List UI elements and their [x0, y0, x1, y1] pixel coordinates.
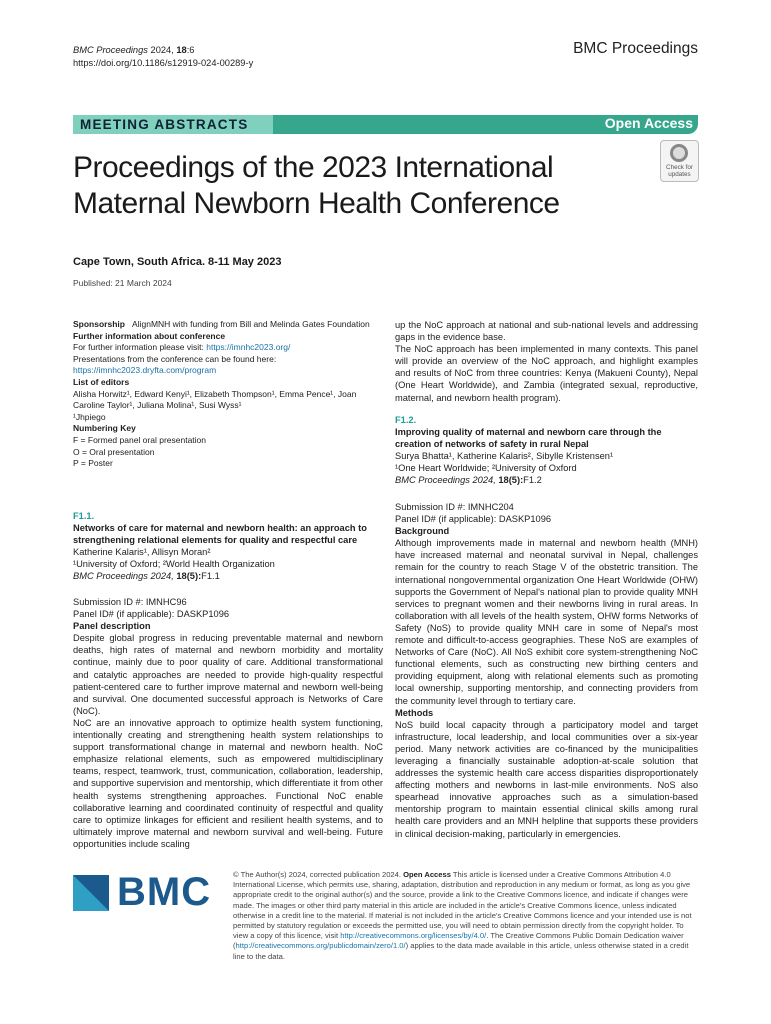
- check-updates-line1: Check for: [666, 164, 693, 171]
- article-title: Proceedings of the 2023 International Maternal Newborn Health Conference: [73, 151, 560, 220]
- numbering-key-o: O = Oral presentation: [73, 446, 155, 457]
- article-number: :6: [186, 45, 195, 55]
- abstract-f12-id: F1.2.: [395, 415, 417, 425]
- license-link-cc-by[interactable]: http://creativecommons.org/licenses/by/4.0/: [340, 931, 487, 941]
- published-date: Published: 21 March 2024: [73, 278, 172, 288]
- abstract-f11-continued: [395, 319, 698, 404]
- further-info-heading: Further information about conference: [73, 330, 226, 341]
- abstract-f12-background: Although improvements made in maternal and newborn health (MNH) have increased maternal and neonatal survival in Nepal, challenges remain for the country to reach Stage V of the obstetric transition. The international nongovernmental organization One Heart Worldwide (OHW) supports the Government of Nepal's national plan to provide quality MNH services to pregnant women and their newborns living in rural areas. In collaboration with all levels of the health system, OHW forms Networks of Safety (NoS) to provide quality MNH care in some of Nepal's most remote and difficult-to-access geographies. These NoS are examples of Networks of Care (NoC). All NoS exhibit core system-strengthening NoC functional elements, such as constructing new birthing centers and providing equipment, along with relational elements such as promoting local ownership, supporting mentorship, and connecting providers from the community level through to tertiary care.: [395, 538, 698, 706]
- journal-brand: BMC Proceedings: [573, 40, 698, 57]
- abstract-f12-panel: Panel ID# (if applicable): DASKP1096: [395, 514, 552, 525]
- front-matter: [73, 319, 383, 470]
- abstract-f11-para4: The NoC approach has been implemented in many contexts. This panel will provide an overview of the NoC approach, and highlight examples and results of NoC from three countries: Kenya (Makueni County), Nepal (One Heart Worldwide), and Zambia (integrated sexual, reproductive, maternal, and newborn health program).: [395, 344, 698, 403]
- check-updates-icon: [670, 144, 688, 162]
- abstract-f11-authors: Katherine Kalaris¹, Allisyn Moran²: [73, 547, 211, 558]
- program-link[interactable]: https://imnhc2023.dryfta.com/program: [73, 365, 217, 376]
- license-mid: . The Creative Commons Public Domain Dedication waiver (: [233, 931, 684, 951]
- abstract-f11-title: Networks of care for maternal and newborn health: an approach to strengthening relational elements for quality and respectful care: [73, 523, 367, 546]
- abstract-f11-panel: Panel ID# (if applicable): DASKP1096: [73, 609, 230, 620]
- license-body: This article is licensed under a Creative Commons Attribution 4.0 International License, which permits use, sharing, adaptation, distribution and reproduction in any medium or format, as long as you give appropriate credit to the original author(s) and the source, provide a link to the Creative Commons licence, and indicate if changes were made. The images or other third party material in this article are included in the article's Creative Commons licence, unless indicated otherwise in a credit line to the material. If material is not included in the article's Creative Commons licence and your intended use is not permitted by statutory regulation or exceeds the permitted use, you will need to obtain permission directly from the copyright holder. To view a copy of this licence, visit: [233, 870, 692, 941]
- editors-affiliation: ¹Jhpiego: [73, 411, 106, 422]
- abstract-f12-cite-volume: 18(5):: [498, 475, 524, 486]
- abstract-f11-cite-volume: 18(5):: [176, 571, 202, 582]
- abstract-f11-para3: up the NoC approach at national and sub-national levels and addressing gaps in the evidence base.: [395, 320, 698, 343]
- abstract-f12-background-heading: Background: [395, 526, 450, 537]
- check-updates-line2: updates: [668, 171, 691, 178]
- abstract-f11-body: [73, 596, 383, 850]
- conference-location: Cape Town, South Africa. 8-11 May 2023: [73, 256, 282, 268]
- year-volume: 2024,: [147, 45, 177, 55]
- open-access-label: Open Access: [604, 115, 693, 131]
- abstract-f12-header: [395, 414, 698, 487]
- abstract-f11-header: [73, 510, 383, 583]
- abstract-f11-para2: NoC are an innovative approach to optimize health system functioning, intentionally creating and strengthening health system relationships to support transformational change in maternal and newborn health. NoC emphasize relational elements, such as empowered multidisciplinary teams, respect, teamwork, trust, communication, collaboration, leadership, and supportive supervision and mentorship, which differentiate it from other health systems strengthening approaches. Functional NoC enable collaborative learning and coordinated continuity of respectful and quality care to optimize linkages for efficient and resilient health systems, and to ultimately improve maternal and newborn survival and well-being. Future opportunities include scaling: [73, 717, 383, 849]
- numbering-key-heading: Numbering Key: [73, 423, 136, 434]
- abstract-f11-affiliations: ¹University of Oxford; ²World Health Organization: [73, 559, 275, 570]
- license-copyright: © The Author(s) 2024, corrected publication 2024.: [233, 870, 404, 879]
- check-for-updates-badge[interactable]: [660, 140, 699, 182]
- abstract-f11-cite-id: F1.1: [201, 571, 220, 582]
- abstract-f11-submission: Submission ID #: IMNHC96: [73, 597, 187, 607]
- license-open-access: Open Access: [403, 870, 451, 879]
- bmc-logo-text: BMC: [117, 870, 212, 914]
- citation-header: [73, 44, 253, 70]
- abstract-f12-methods: NoS build local capacity through a participatory model and target infrastructure, local leadership, and local communities over a six-year period. Many network activities are co-financed by the municipalities leveraging a financially sustainable adoption-at-scale solution that addresses the systemic health care access disparities disproportionately affecting mothers and newborns in last-mile environments. NoS also spearhead innovative approaches such as a simulation-based mentorship program to maintain essential clinical skills among rural health care providers and an MNH helpline that supports these providers in clinical decision-making, particularly in emergencies.: [395, 719, 698, 839]
- editors-list: Alisha Horwitz¹, Edward Kenyi¹, Elizabeth Thompson¹, Emma Pence¹, Joan Caroline Taylor¹, Juliana Molina¹, Susi Wyss¹: [73, 388, 357, 411]
- abstract-f12-authors: Surya Bhatta¹, Katherine Kalaris², Sibylle Kristensen¹: [395, 451, 614, 462]
- editors-heading: List of editors: [73, 376, 130, 387]
- abstract-f12-methods-heading: Methods: [395, 707, 434, 718]
- doi-link[interactable]: https://doi.org/10.1186/s12919-024-00289-y: [73, 58, 254, 68]
- license-link-cc0[interactable]: http://creativecommons.org/publicdomain/zero/1.0/: [235, 941, 406, 951]
- abstract-f12-cite-id: F1.2: [523, 475, 542, 486]
- abstract-f12-cite-journal: BMC Proceedings 2024,: [395, 475, 499, 486]
- article-type-label: MEETING ABSTRACTS: [80, 117, 249, 132]
- abstract-f11-id: F1.1.: [73, 511, 95, 521]
- abstract-f11-para1: Despite global progress in reducing preventable maternal and newborn deaths, high rates of maternal and newborn morbidity and mortality continue, mainly due to poor quality of care. Additional transformational and catalytic approaches are needed to provide high-quality respectful patient-centered care to further improve maternal and newborn well-being and survival. One documented successful approach is Networks of Care (NoC).: [73, 633, 383, 716]
- bmc-logo: [73, 870, 223, 914]
- abstract-f12-body: [395, 501, 698, 840]
- abstract-f12-title: Improving quality of maternal and newborn care through the creation of networks of safety in rural Nepal: [395, 427, 662, 450]
- volume-number: 18: [176, 45, 187, 55]
- abstract-f11-desc-heading: Panel description: [73, 621, 151, 632]
- presentations-text: Presentations from the conference can be found here:: [73, 353, 277, 364]
- further-info-text: For further information please visit:: [73, 342, 207, 353]
- sponsorship-text: AlignMNH with funding from Bill and Melinda Gates Foundation: [132, 319, 370, 329]
- sponsorship-label: Sponsorship: [73, 319, 125, 329]
- abstract-f12-affiliations: ¹One Heart Worldwide; ²University of Oxford: [395, 463, 577, 474]
- numbering-key-p: P = Poster: [73, 458, 113, 469]
- conference-link[interactable]: https://imnhc2023.org/: [206, 342, 291, 353]
- abstract-f12-submission: Submission ID #: IMNHC204: [395, 502, 514, 512]
- journal-name: BMC Proceedings: [73, 45, 148, 55]
- license-statement: [233, 870, 698, 962]
- license-end: ) applies to the data made available in this article, unless otherwise stated in a credit line to the data.: [233, 941, 689, 961]
- numbering-key-f: F = Formed panel oral presentation: [73, 434, 207, 445]
- abstract-f11-cite-journal: BMC Proceedings 2024,: [73, 571, 177, 582]
